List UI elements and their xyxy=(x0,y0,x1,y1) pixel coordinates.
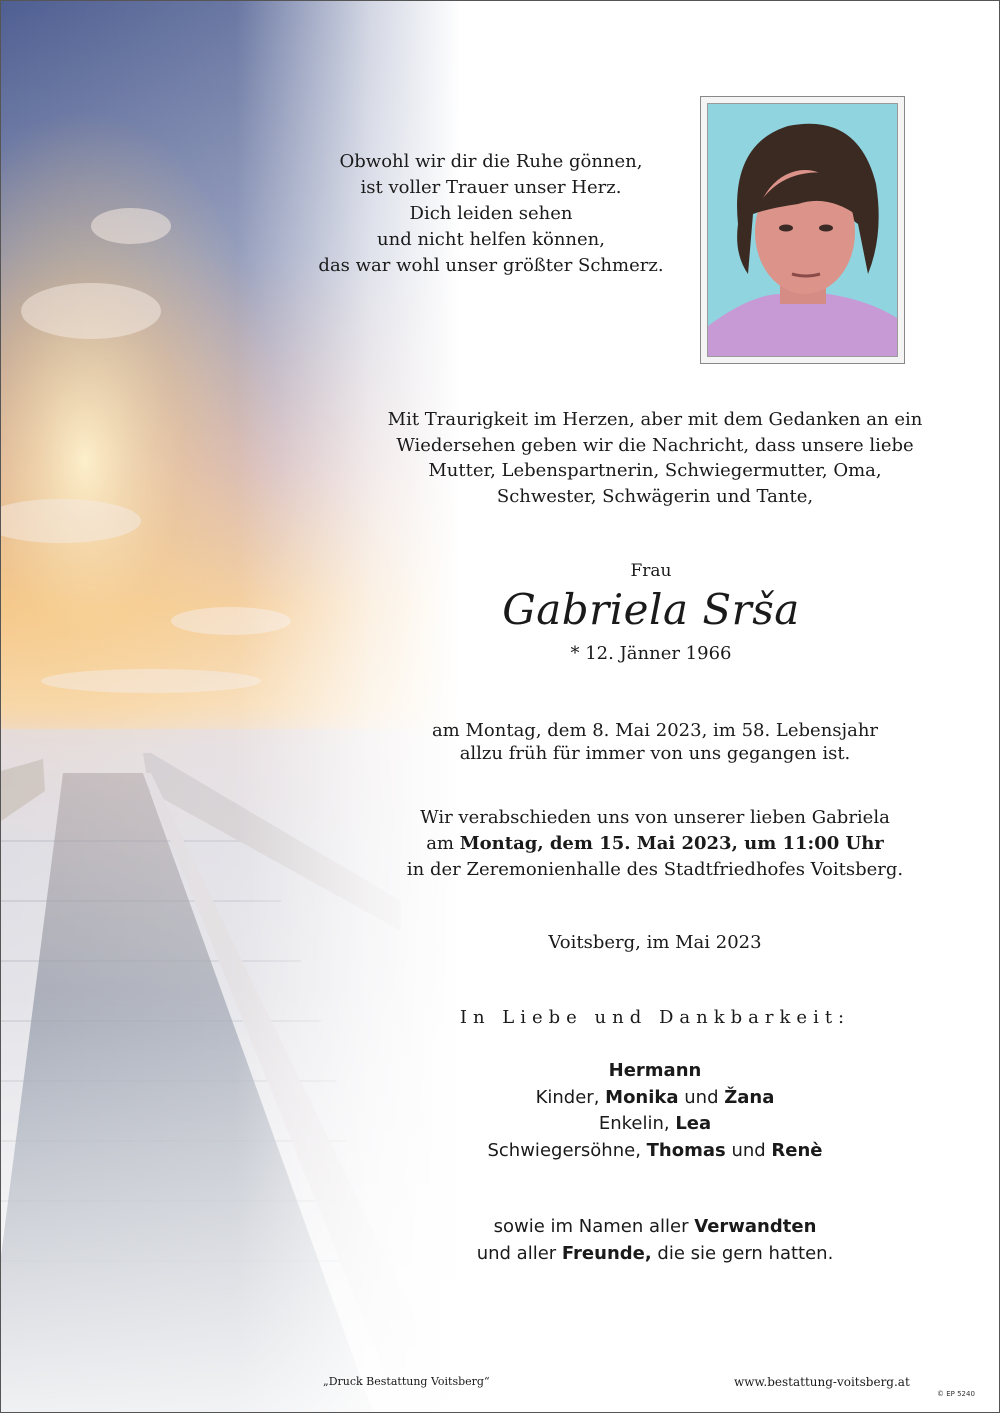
website-text: www.bestattung-voitsberg.at xyxy=(734,1375,910,1389)
thanks-heading: In Liebe und Dankbarkeit: xyxy=(459,1007,851,1028)
funeral-line-3: in der Zeremonienhalle des Stadtfriedhofes Voitsberg. xyxy=(406,859,904,880)
poem-line: das war wohl unser größter Schmerz. xyxy=(318,255,664,276)
poem-line: und nicht helfen können, xyxy=(377,229,605,250)
children-line xyxy=(355,1085,955,1112)
announcement-intro xyxy=(355,407,955,509)
intro-line: Schwester, Schwägerin und Tante, xyxy=(496,485,814,507)
portrait-photo xyxy=(707,103,898,357)
place-and-date: Voitsberg, im Mai 2023 xyxy=(548,932,762,953)
sons-in-law-and: und xyxy=(725,1139,772,1161)
closing-prefix: und aller xyxy=(476,1243,562,1264)
grandchild-prefix: Enkelin, xyxy=(598,1113,676,1134)
death-line: am Montag, dem 8. Mai 2023, im 58. Lebensjahr xyxy=(431,720,879,741)
template-code: © EP 5240 xyxy=(937,1390,975,1398)
child-name: Monika xyxy=(605,1086,679,1108)
children-prefix: Kinder, xyxy=(535,1086,606,1108)
grandchild-name: Lea xyxy=(675,1113,712,1134)
deceased-name: Gabriela Srša xyxy=(502,585,800,634)
sons-in-law-prefix: Schwiegersöhne, xyxy=(487,1139,647,1161)
funeral-date: Montag, dem 15. Mai 2023, um 11:00 Uhr xyxy=(459,833,884,854)
death-notice xyxy=(355,719,955,765)
poem-line: ist voller Trauer unser Herz. xyxy=(360,177,622,198)
children-and: und xyxy=(678,1086,725,1108)
intro-line: Mit Traurigkeit im Herzen, aber mit dem Gedanken an ein xyxy=(387,409,923,430)
poem-line: Dich leiden sehen xyxy=(409,203,573,224)
portrait-frame xyxy=(700,96,905,364)
intro-line: Mutter, Lebenspartnerin, Schwiegermutter, Oma, xyxy=(428,460,882,481)
salutation: Frau xyxy=(630,561,672,581)
grandchild-line xyxy=(355,1111,955,1138)
closing-suffix: die sie gern hatten. xyxy=(651,1243,834,1264)
partner-name: Hermann xyxy=(608,1060,702,1081)
closing-text xyxy=(355,1213,955,1267)
closing-line-1 xyxy=(355,1213,955,1240)
closing-line-2 xyxy=(355,1240,955,1267)
child-name: Žana xyxy=(724,1086,775,1108)
funeral-line-1: Wir verabschieden uns von unserer lieben Gabriela xyxy=(420,807,890,828)
mourners-list xyxy=(355,1058,955,1164)
sons-in-law-line xyxy=(355,1138,955,1165)
funeral-date-prefix: am xyxy=(426,833,460,854)
birth-date: * 12. Jänner 1966 xyxy=(570,643,732,664)
son-in-law-name: Thomas xyxy=(646,1139,726,1161)
intro-line: Wiedersehen geben wir die Nachricht, dass unsere liebe xyxy=(396,434,914,456)
closing-prefix: sowie im Namen aller xyxy=(493,1216,695,1237)
friends-word: Freunde, xyxy=(561,1243,652,1264)
poem-line: Obwohl wir dir die Ruhe gönnen, xyxy=(339,151,643,172)
funeral-details xyxy=(355,805,955,883)
son-in-law-name: Renè xyxy=(771,1139,823,1161)
relatives-word: Verwandten xyxy=(694,1216,817,1237)
funeral-line-2 xyxy=(355,831,955,857)
death-line: allzu früh für immer von uns gegangen ist. xyxy=(459,743,851,764)
printer-credit: „Druck Bestattung Voitsberg“ xyxy=(323,1375,490,1388)
